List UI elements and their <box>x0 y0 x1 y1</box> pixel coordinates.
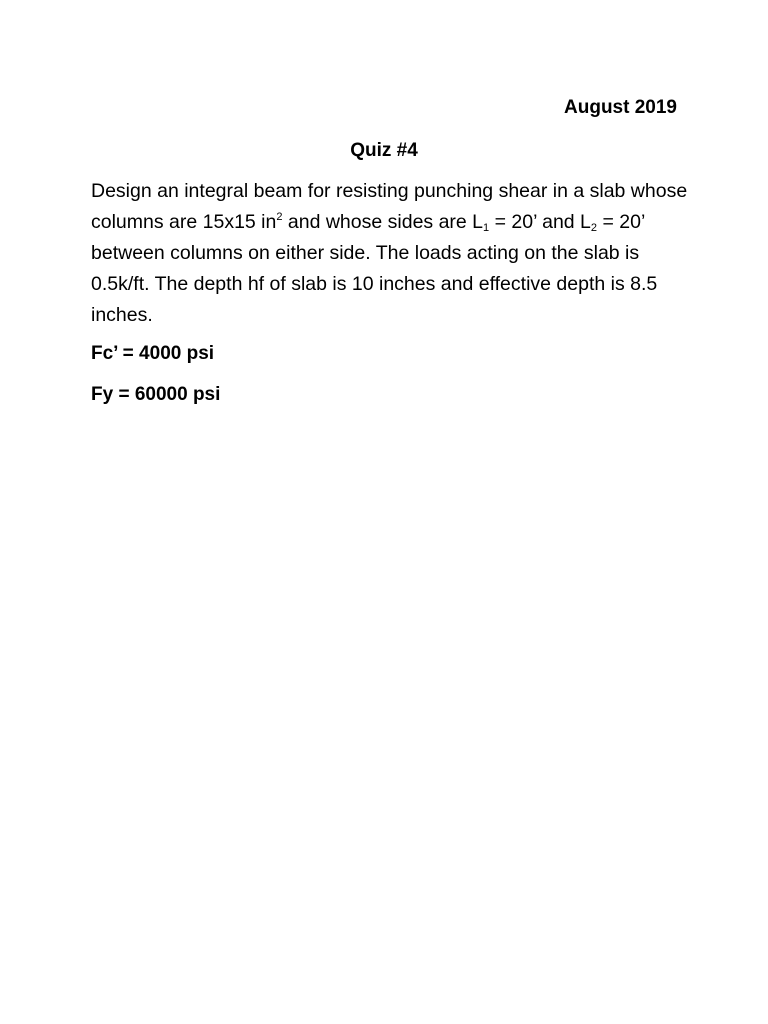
given-fy: Fy = 60000 psi <box>91 384 221 405</box>
given-fc: Fc’ = 4000 psi <box>91 343 215 364</box>
quiz-title: Quiz #4 <box>350 140 418 161</box>
superscript-squared: 2 <box>276 211 283 223</box>
problem-statement <box>91 176 691 331</box>
document-date: August 2019 <box>564 97 677 118</box>
subscript-l2: 2 <box>590 222 598 234</box>
problem-text-part-1: Design an integral beam for resisting punching shear in a slab whose columns are 15x15 in <box>91 180 688 233</box>
problem-text-part-3: = 20’ and L <box>489 211 591 233</box>
subscript-l1: 1 <box>483 222 490 234</box>
problem-text-part-4: = 20’ between columns on either side. The loads acting on the slab is 0.5k/ft. The depth hf of slab is 10 inches and effective depth is 8.5 inches. <box>91 211 658 326</box>
problem-text-part-2: and whose sides are L <box>282 211 484 233</box>
